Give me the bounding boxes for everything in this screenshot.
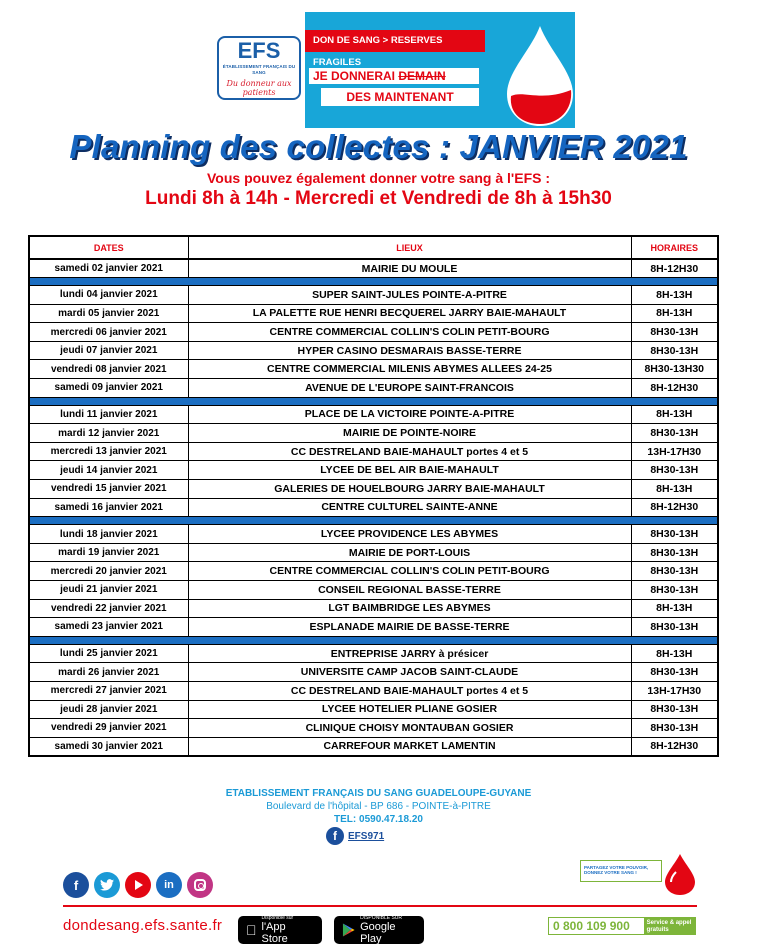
efs-facebook-link[interactable]	[326, 826, 384, 846]
cell-horaire: 8H-12H30	[631, 498, 718, 517]
table-row	[29, 700, 718, 719]
cell-horaire: 8H-12H30	[631, 379, 718, 398]
cell-horaire: 8H30-13H	[631, 341, 718, 360]
blood-drop-icon	[662, 852, 698, 896]
week-separator	[29, 397, 718, 405]
cell-horaire: 8H30-13H	[631, 618, 718, 637]
apple-icon	[246, 922, 257, 938]
table-header-row	[29, 236, 718, 259]
website-link[interactable]: dondesang.efs.sante.fr	[63, 917, 223, 934]
free-phone-number[interactable]: 0 800 109 900	[553, 919, 630, 933]
cell-date: lundi 04 janvier 2021	[29, 286, 188, 305]
table-row	[29, 323, 718, 342]
cell-horaire: 8H30-13H	[631, 424, 718, 443]
footer-address: Boulevard de l'hôpital - BP 686 - POINTE-à-PITRE	[266, 801, 491, 812]
cell-date: mardi 05 janvier 2021	[29, 304, 188, 323]
cell-lieu: MAIRIE DE POINTE-NOIRE	[188, 424, 631, 443]
app-store-small-label: Disponible sur	[251, 921, 283, 927]
table-row	[29, 259, 718, 278]
cell-lieu: ESPLANADE MAIRIE DE BASSE-TERRE	[188, 618, 631, 637]
cell-lieu: LA PALETTE RUE HENRI BECQUEREL JARRY BAIE-MAHAULT	[188, 304, 631, 323]
table-row	[29, 543, 718, 562]
cell-date: mercredi 13 janvier 2021	[29, 442, 188, 461]
table-row	[29, 737, 718, 756]
cell-lieu: LGT BAIMBRIDGE LES ABYMES	[188, 599, 631, 618]
cell-date: jeudi 14 janvier 2021	[29, 461, 188, 480]
table-row	[29, 442, 718, 461]
cell-lieu: CENTRE COMMERCIAL COLLIN'S COLIN PETIT-BOURG	[188, 562, 631, 581]
efs-logo	[217, 36, 301, 100]
cell-horaire: 8H30-13H	[631, 719, 718, 738]
table-row	[29, 461, 718, 480]
cell-lieu: CENTRE CULTUREL SAINTE-ANNE	[188, 498, 631, 517]
cell-lieu: ENTREPRISE JARRY à présicer	[188, 644, 631, 663]
cell-lieu: PLACE DE LA VICTOIRE POINTE-A-PITRE	[188, 405, 631, 424]
social-icons	[63, 872, 213, 898]
table-row	[29, 644, 718, 663]
header-dates: DATES	[29, 236, 188, 259]
tagline-badge: PARTAGEZ VOTRE POUVOIR, DONNEZ VOTRE SANG !	[580, 860, 662, 882]
google-play-small-label: DISPONIBLE SUR	[360, 915, 403, 921]
banner-tag: DON DE SANG > RESERVES FRAGILES	[305, 30, 485, 52]
cell-date: mercredi 06 janvier 2021	[29, 323, 188, 342]
cell-date: vendredi 08 janvier 2021	[29, 360, 188, 379]
schedule-table	[28, 235, 719, 757]
banner-line1	[309, 68, 479, 84]
facebook-handle[interactable]: EFS971	[348, 830, 385, 842]
efs-info-line: Vous pouvez également donner votre sang à l'EFS :	[206, 170, 551, 186]
cell-horaire: 8H-12H30	[631, 737, 718, 756]
table-row	[29, 599, 718, 618]
cell-lieu: CENTRE COMMERCIAL COLLIN'S COLIN PETIT-BOURG	[188, 323, 631, 342]
cell-lieu: CC DESTRELAND BAIE-MAHAULT portes 4 et 5	[188, 681, 631, 700]
cell-date: jeudi 21 janvier 2021	[29, 581, 188, 600]
cell-horaire: 8H30-13H30	[631, 360, 718, 379]
cell-lieu: SUPER SAINT-JULES POINTE-A-PITRE	[188, 286, 631, 305]
youtube-icon[interactable]	[125, 872, 151, 898]
cell-horaire: 13H-17H30	[631, 681, 718, 700]
cell-lieu: MAIRIE DU MOULE	[188, 259, 631, 278]
cell-lieu: GALERIES DE HOUELBOURG JARRY BAIE-MAHAULT	[188, 480, 631, 499]
week-separator-bar	[29, 278, 718, 286]
cell-horaire: 8H30-13H	[631, 323, 718, 342]
table-row	[29, 360, 718, 379]
linkedin-icon[interactable]: in	[156, 872, 182, 898]
week-separator	[29, 278, 718, 286]
schedule-body	[29, 259, 718, 756]
app-store-button[interactable]	[238, 916, 322, 944]
table-row	[29, 405, 718, 424]
cell-date: samedi 16 janvier 2021	[29, 498, 188, 517]
cell-horaire: 8H-13H	[631, 304, 718, 323]
cell-horaire: 8H30-13H	[631, 663, 718, 682]
cell-date: mercredi 27 janvier 2021	[29, 681, 188, 700]
efs-logo-motto: Du donneur aux patients	[226, 79, 292, 97]
cell-date: jeudi 07 janvier 2021	[29, 341, 188, 360]
cell-date: vendredi 29 janvier 2021	[29, 719, 188, 738]
week-separator-bar	[29, 636, 718, 644]
cell-date: mardi 12 janvier 2021	[29, 424, 188, 443]
week-separator-bar	[29, 517, 718, 525]
table-row	[29, 480, 718, 499]
table-row	[29, 286, 718, 305]
cell-lieu: LYCEE PROVIDENCE LES ABYMES	[188, 525, 631, 544]
google-play-icon	[342, 922, 355, 938]
banner-line1-prefix: JE DONNERAI	[313, 69, 399, 83]
cell-horaire: 13H-17H30	[631, 442, 718, 461]
cell-lieu: CONSEIL REGIONAL BASSE-TERRE	[188, 581, 631, 600]
cell-lieu: AVENUE DE L'EUROPE SAINT-FRANCOIS	[188, 379, 631, 398]
free-phone-note: Service & appel gratuits	[644, 918, 695, 934]
table-row	[29, 719, 718, 738]
cell-date: lundi 25 janvier 2021	[29, 644, 188, 663]
cell-lieu: CARREFOUR MARKET LAMENTIN	[188, 737, 631, 756]
cell-horaire: 8H-13H	[631, 599, 718, 618]
header-lieux: LIEUX	[188, 236, 631, 259]
week-separator	[29, 636, 718, 644]
twitter-icon[interactable]	[94, 872, 120, 898]
cell-horaire: 8H30-13H	[631, 461, 718, 480]
cell-lieu: CLINIQUE CHOISY MONTAUBAN GOSIER	[188, 719, 631, 738]
cell-lieu: CENTRE COMMERCIAL MILENIS ABYMES ALLEES 24-25	[188, 360, 631, 379]
cell-horaire: 8H30-13H	[631, 525, 718, 544]
cell-date: vendredi 15 janvier 2021	[29, 480, 188, 499]
table-row	[29, 525, 718, 544]
efs-hours-line: Lundi 8h à 14h - Mercredi et Vendredi de 8h à 15h30	[145, 188, 612, 209]
cell-date: samedi 09 janvier 2021	[29, 379, 188, 398]
cell-date: lundi 18 janvier 2021	[29, 525, 188, 544]
table-row	[29, 618, 718, 637]
app-store-label: l'App Store	[251, 927, 305, 939]
table-row	[29, 304, 718, 323]
banner-line1-strike: DEMAIN	[398, 69, 446, 83]
efs-logo-letters: EFS	[237, 38, 281, 63]
cell-date: lundi 11 janvier 2021	[29, 405, 188, 424]
cell-horaire: 8H30-13H	[631, 700, 718, 719]
cell-lieu: MAIRIE DE PORT-LOUIS	[188, 543, 631, 562]
cell-lieu: UNIVERSITE CAMP JACOB SAINT-CLAUDE	[188, 663, 631, 682]
cell-horaire: 8H30-13H	[631, 562, 718, 581]
cell-date: mardi 19 janvier 2021	[29, 543, 188, 562]
header-banner	[201, 12, 575, 128]
table-row	[29, 379, 718, 398]
table-row	[29, 581, 718, 600]
header-horaires: HORAIRES	[631, 236, 718, 259]
table-row	[29, 341, 718, 360]
cell-lieu: LYCEE DE BEL AIR BAIE-MAHAULT	[188, 461, 631, 480]
footer-phone: TEL: 0590.47.18.20	[334, 814, 423, 825]
cell-date: jeudi 28 janvier 2021	[29, 700, 188, 719]
google-play-label: Google Play	[360, 921, 396, 945]
blood-drop-icon	[501, 20, 575, 128]
table-row	[29, 424, 718, 443]
cell-horaire: 8H-13H	[631, 286, 718, 305]
week-separator-bar	[29, 397, 718, 405]
free-phone-box[interactable]	[548, 917, 696, 935]
cell-lieu: CC DESTRELAND BAIE-MAHAULT portes 4 et 5	[188, 442, 631, 461]
footer-org: ETABLISSEMENT FRANÇAIS DU SANG GUADELOUPE-GUYANE	[225, 788, 532, 799]
cell-horaire: 8H30-13H	[631, 543, 718, 562]
cell-horaire: 8H-13H	[631, 405, 718, 424]
cell-date: samedi 23 janvier 2021	[29, 618, 188, 637]
facebook-icon[interactable]: f	[63, 872, 89, 898]
footer-divider	[63, 905, 697, 907]
cell-horaire: 8H-13H	[631, 480, 718, 499]
efs-logo-subtitle: ÉTABLISSEMENT FRANÇAIS DU SANG	[222, 64, 296, 75]
page-title: Planning des collectes : JANVIER 2021	[69, 128, 688, 165]
cell-date: vendredi 22 janvier 2021	[29, 599, 188, 618]
table-row	[29, 562, 718, 581]
cell-date: mardi 26 janvier 2021	[29, 663, 188, 682]
cell-date: samedi 02 janvier 2021	[29, 259, 188, 278]
google-play-button[interactable]	[334, 916, 424, 944]
cell-lieu: LYCEE HOTELIER PLIANE GOSIER	[188, 700, 631, 719]
banner-line2: DES MAINTENANT	[321, 88, 479, 106]
cell-horaire: 8H-13H	[631, 644, 718, 663]
cell-lieu: HYPER CASINO DESMARAIS BASSE-TERRE	[188, 341, 631, 360]
table-row	[29, 663, 718, 682]
table-row	[29, 498, 718, 517]
cell-horaire: 8H30-13H	[631, 581, 718, 600]
table-row	[29, 681, 718, 700]
instagram-icon[interactable]	[187, 872, 213, 898]
week-separator	[29, 517, 718, 525]
cell-date: mercredi 20 janvier 2021	[29, 562, 188, 581]
cell-date: samedi 30 janvier 2021	[29, 737, 188, 756]
facebook-icon: f	[326, 827, 344, 845]
cell-horaire: 8H-12H30	[631, 259, 718, 278]
